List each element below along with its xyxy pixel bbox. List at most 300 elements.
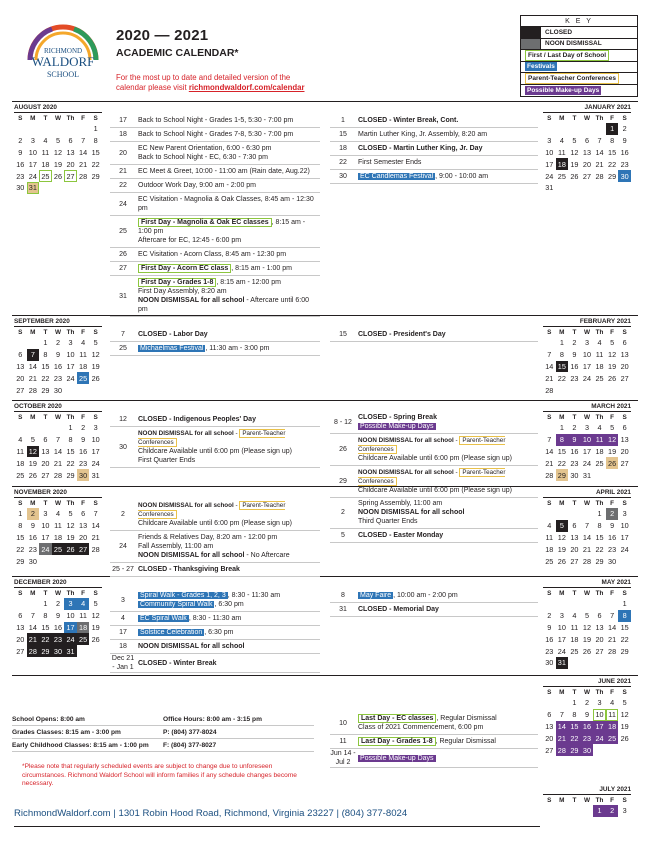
calendar-december — [14, 579, 102, 657]
calendar-march — [543, 403, 631, 481]
calendar-empty — [568, 182, 581, 194]
calendar-day: 12 — [53, 147, 63, 157]
calendar-day: 6 — [622, 423, 627, 433]
calendar-day: 22 — [595, 544, 604, 554]
event-row — [330, 128, 538, 142]
calendar-day: 28 — [27, 645, 40, 657]
calendar-day: 3 — [68, 338, 73, 348]
calendar-day: 18 — [595, 361, 604, 371]
events-august — [110, 114, 320, 317]
calendar-day: 21 — [53, 458, 63, 468]
calendar-day: 21 — [79, 159, 88, 169]
weekday-header: S — [622, 115, 627, 122]
calendar-day: 21 — [28, 373, 37, 383]
calendar-empty — [39, 182, 52, 194]
calendar-empty — [556, 123, 569, 135]
calendar-empty — [39, 422, 52, 434]
event-text: Spring Assembly, 11:00 am — [358, 500, 443, 507]
calendar-day: 17 — [28, 159, 37, 169]
calendar-day: 20 — [595, 634, 604, 644]
calendar-empty — [64, 384, 77, 396]
calendar-day: 17 — [557, 634, 566, 644]
event-ptc: Parent-Teacher Conferences — [138, 430, 286, 446]
calendar-empty — [556, 384, 569, 396]
calendar-day: 10 — [28, 147, 37, 157]
weekday-header: S — [622, 689, 627, 696]
calendar-day: 2 — [584, 698, 589, 708]
calendar-day: 16 — [28, 532, 37, 542]
calendar-day: 6 — [43, 435, 48, 445]
month-title: JUNE 2021 — [543, 678, 631, 687]
school-logo — [22, 20, 104, 90]
calendar-day: 26 — [582, 646, 592, 656]
calendar-day: 16 — [608, 532, 617, 542]
event-festival: Spiral Walk - Grades 1, 2, 3 — [140, 592, 226, 599]
svg-text:RICHMOND: RICHMOND — [43, 47, 83, 55]
calendar-empty — [77, 555, 90, 567]
calendar-day: 4 — [18, 435, 23, 445]
calendar-day: 13 — [620, 350, 629, 360]
calendar-note — [116, 73, 316, 93]
calendar-day: 25 — [52, 543, 65, 555]
calendar-day: 9 — [584, 710, 589, 720]
calendar-day: 9 — [568, 434, 581, 446]
calendar-link[interactable]: richmondwaldorf.com/calendar — [188, 83, 305, 92]
event-date: 17 — [119, 117, 127, 124]
event-row — [110, 626, 320, 640]
weekday-header: T — [572, 500, 577, 507]
weekday-header: T — [43, 115, 48, 122]
calendar-day: 18 — [570, 634, 579, 644]
calendar-empty — [64, 182, 77, 194]
calendar-day: 15 — [16, 532, 25, 542]
note-text: For the most up to date and detailed version of the calendar please visit — [116, 73, 291, 92]
event-festival: Michaelmas Festival — [140, 345, 204, 352]
event-date: 2 — [341, 509, 345, 516]
event-row — [110, 328, 320, 342]
calendar-day: 9 — [572, 350, 577, 360]
calendar-day: 19 — [557, 544, 566, 554]
calendar-day: 24 — [66, 373, 75, 383]
weekday-header: F — [610, 689, 615, 696]
event-closed: CLOSED - Easter Monday — [358, 532, 444, 539]
calendar-day: 20 — [570, 544, 579, 554]
calendar-day: 26 — [608, 373, 617, 383]
month-title: MAY 2021 — [543, 579, 631, 588]
event-row — [110, 193, 320, 216]
calendar-empty — [568, 508, 581, 520]
calendar-day: 4 — [43, 136, 48, 146]
event-first-last-day: Last Day - Grades 1-8 — [358, 737, 436, 746]
event-date: 25 - 27 — [112, 566, 134, 573]
calendar-day: 16 — [545, 634, 554, 644]
calendar-day: 10 — [545, 147, 554, 157]
event-row — [110, 499, 320, 531]
calendar-day: 15 — [595, 532, 604, 542]
key-noon: NOON DISMISSAL — [521, 39, 637, 51]
calendar-day: 28 — [556, 744, 569, 756]
weekday-header: F — [81, 329, 86, 336]
calendar-day: 29 — [39, 645, 52, 657]
legend-key — [520, 15, 638, 97]
event-date: 30 — [119, 443, 127, 451]
weekday-header: Th — [595, 414, 604, 421]
calendar-day: 28 — [595, 171, 604, 181]
calendar-day: 13 — [79, 521, 88, 531]
event-time: , 8:15 am - 12:00 pm — [216, 279, 281, 286]
calendar-day: 20 — [16, 634, 25, 644]
weekday-header: Th — [66, 414, 75, 421]
calendar-day: 19 — [620, 721, 629, 731]
weekday-header: S — [622, 797, 627, 804]
calendar-day: 23 — [570, 373, 579, 383]
calendar-day: 4 — [597, 338, 602, 348]
footer-rule — [14, 826, 540, 827]
info-row: School Opens: 8:00 am Office Hours: 8:00 am - 3:15 pm — [12, 713, 314, 726]
calendar-day: 19 — [608, 361, 617, 371]
weekday-header: S — [93, 115, 98, 122]
calendar-day: 1 — [43, 338, 48, 348]
calendar-day: 5 — [610, 423, 615, 433]
weekday-header: S — [93, 329, 98, 336]
calendar-day: 8 — [556, 434, 569, 446]
calendar-day: 19 — [91, 361, 100, 371]
event-date: Jun 14 - Jul 2 — [330, 750, 356, 766]
calendar-day: 26 — [53, 171, 63, 181]
weekday-header: S — [622, 500, 627, 507]
event-row — [110, 342, 320, 356]
calendar-day: 25 — [557, 171, 566, 181]
calendar-day: 1 — [559, 423, 564, 433]
section-divider — [12, 101, 638, 102]
calendar-day: 25 — [595, 373, 604, 383]
calendar-day: 14 — [582, 532, 592, 542]
event-row — [330, 156, 538, 170]
calendar-day: 10 — [582, 350, 592, 360]
event-row — [330, 142, 538, 156]
weekday-header: Th — [595, 797, 604, 804]
calendar-empty — [593, 744, 606, 756]
calendar-day: 2 — [27, 508, 40, 520]
weekday-header: Th — [595, 329, 604, 336]
calendar-day: 11 — [16, 446, 25, 456]
calendar-day: 11 — [595, 350, 604, 360]
calendar-day: 18 — [41, 159, 50, 169]
calendar-day: 22 — [16, 544, 25, 554]
event-row — [110, 179, 320, 193]
calendar-day: 21 — [545, 458, 554, 468]
weekday-header: Th — [66, 590, 75, 597]
event-text: First Day Assembly, 8:20 am — [138, 288, 227, 295]
calendar-day: 5 — [93, 599, 98, 609]
calendar-day: 29 — [16, 556, 25, 566]
weekday-header: S — [18, 115, 23, 122]
event-text: Class of 2021 Commencement, 6:00 pm — [358, 724, 484, 731]
calendar-november — [14, 489, 102, 567]
event-date: 3 — [121, 596, 125, 604]
calendar-day: 24 — [582, 373, 592, 383]
calendar-day: 16 — [16, 159, 25, 169]
calendar-day: 23 — [79, 458, 88, 468]
calendar-empty — [52, 422, 65, 434]
weekday-header: F — [610, 115, 615, 122]
calendar-october — [14, 403, 102, 481]
weekday-header: T — [572, 414, 577, 421]
event-ptc: Parent-Teacher Conferences — [358, 437, 506, 453]
calendar-day: 26 — [64, 543, 77, 555]
info-row: Grades Classes: 8:15 am - 3:00 pm P: (804) 377-8024 — [12, 726, 314, 739]
calendar-day: 9 — [81, 435, 86, 445]
event-date: 15 — [339, 331, 347, 338]
calendar-day: 6 — [584, 136, 589, 146]
event-date: 5 — [341, 532, 345, 539]
calendar-day: 10 — [557, 622, 566, 632]
calendar-day: 6 — [547, 710, 552, 720]
calendar-day: 30 — [618, 170, 631, 182]
calendar-day: 23 — [581, 732, 594, 744]
footer-contact: RichmondWaldorf.com | 1301 Robin Hood Road, Richmond, Virginia 23227 | (804) 377-8024 — [14, 808, 408, 819]
weekday-header: F — [81, 500, 86, 507]
event-text: EC Meet & Greet, 10:00 - 11:00 am (Rain date, Aug.22) — [138, 168, 310, 175]
calendar-day: 21 — [556, 732, 569, 744]
weekday-header: Th — [66, 329, 75, 336]
calendar-empty — [543, 123, 556, 135]
calendar-day: 15 — [556, 361, 569, 373]
calendar-day: 22 — [39, 633, 52, 645]
weekday-header: W — [583, 414, 590, 421]
calendar-day: 7 — [55, 435, 60, 445]
calendar-day: 28 — [608, 646, 617, 656]
calendar-day: 28 — [91, 544, 100, 554]
events-november — [110, 499, 320, 577]
calendar-day: 22 — [41, 373, 50, 383]
calendar-day: 30 — [53, 385, 63, 395]
event-row — [110, 142, 320, 165]
calendar-day: 13 — [16, 361, 25, 371]
calendar-empty — [89, 645, 102, 657]
calendar-day: 28 — [53, 470, 63, 480]
calendar-day: 12 — [66, 521, 75, 531]
weekday-header: M — [30, 115, 36, 122]
calendar-empty — [593, 182, 606, 194]
event-row — [330, 735, 538, 749]
calendar-empty — [39, 555, 52, 567]
page-subtitle: ACADEMIC CALENDAR* — [116, 47, 239, 59]
event-time: , Regular Dismissal — [436, 715, 497, 722]
calendar-day: 4 — [610, 698, 615, 708]
event-date: 31 — [339, 606, 347, 613]
event-row — [110, 128, 320, 142]
calendar-day: 15 — [91, 147, 100, 157]
calendar-day: 30 — [28, 556, 37, 566]
calendar-day: 25 — [77, 372, 90, 384]
event-closed: CLOSED - Spring Break — [358, 414, 437, 421]
calendar-empty — [89, 384, 102, 396]
calendar-empty — [568, 123, 581, 135]
calendar-day: 13 — [16, 622, 25, 632]
calendar-day: 15 — [568, 721, 581, 733]
calendar-day: 5 — [68, 509, 73, 519]
event-text: Friends & Relatives Day, 8:20 am - 12:00 pm — [138, 534, 278, 541]
svg-text:SCHOOL: SCHOOL — [46, 70, 80, 79]
weekday-header: S — [547, 414, 552, 421]
calendar-day: 9 — [55, 611, 60, 621]
calendar-day: 7 — [81, 136, 86, 146]
calendar-day: 27 — [595, 646, 604, 656]
event-date: Dec 21 - Jan 1 — [111, 655, 135, 671]
calendar-day: 3 — [584, 338, 589, 348]
calendar-day: 2 — [572, 423, 577, 433]
calendar-day: 7 — [93, 509, 98, 519]
calendar-day: 8 — [43, 350, 48, 360]
calendar-empty — [581, 123, 594, 135]
weekday-header: M — [559, 590, 565, 597]
calendar-day: 12 — [27, 446, 40, 458]
calendar-empty — [618, 657, 631, 669]
calendar-day: 26 — [570, 171, 579, 181]
event-date: 31 — [119, 292, 127, 300]
event-closed: CLOSED - Martin Luther King, Jr. Day — [358, 145, 483, 152]
event-date: 17 — [119, 629, 127, 636]
event-date: 22 — [339, 159, 347, 166]
calendar-day: 17 — [91, 446, 100, 456]
event-text: Back to School Night - Grades 1-5, 5:30 - 7:00 pm — [138, 117, 294, 124]
calendar-day: 12 — [620, 710, 629, 720]
calendar-day: 31 — [556, 657, 569, 669]
calendar-day: 20 — [620, 361, 629, 371]
calendar-day: 18 — [595, 446, 604, 456]
calendar-day: 25 — [16, 470, 25, 480]
calendar-empty — [568, 598, 581, 610]
calendar-empty — [14, 123, 27, 135]
event-time: , 6:30 pm — [204, 629, 234, 636]
calendar-day: 4 — [77, 598, 90, 610]
calendar-day: 7 — [597, 136, 602, 146]
event-date: 30 — [339, 173, 347, 180]
calendar-day: 18 — [77, 622, 90, 634]
calendar-day: 3 — [43, 509, 48, 519]
calendar-day: 3 — [64, 598, 77, 610]
event-first-last-day: Last Day - EC classes — [358, 714, 436, 723]
calendar-day: 14 — [595, 147, 604, 157]
calendar-day: 8 — [93, 136, 98, 146]
calendar-day: 13 — [41, 446, 50, 456]
calendar-day: 24 — [582, 458, 592, 468]
event-text: Childcare Available until 6:00 pm (Please sign up) — [138, 520, 292, 527]
weekday-header: M — [30, 329, 36, 336]
calendar-day: 23 — [620, 159, 629, 169]
calendar-day: 18 — [16, 458, 25, 468]
calendar-day: 17 — [41, 532, 50, 542]
calendar-september — [14, 318, 102, 396]
calendar-day: 10 — [91, 435, 100, 445]
calendar-day: 31 — [582, 470, 592, 480]
calendar-day: 27 — [620, 373, 629, 383]
calendar-empty — [593, 469, 606, 481]
events-may — [330, 589, 538, 617]
calendar-day: 20 — [66, 159, 75, 169]
calendar-day: 6 — [18, 350, 23, 360]
event-date: 15 — [339, 131, 347, 138]
calendar-day: 19 — [582, 634, 592, 644]
event-date: 12 — [119, 416, 127, 423]
calendar-empty — [581, 182, 594, 194]
calendar-day: 22 — [608, 159, 617, 169]
calendar-day: 12 — [582, 622, 592, 632]
weekday-header: S — [18, 500, 23, 507]
calendar-empty — [556, 805, 569, 817]
weekday-header: W — [54, 115, 61, 122]
event-date: 25 — [119, 228, 127, 235]
calendar-day: 27 — [64, 170, 77, 182]
calendar-day: 21 — [91, 532, 100, 542]
calendar-day: 2 — [606, 805, 619, 817]
event-text: Martin Luther King, Jr. Assembly, 8:20 am — [358, 131, 488, 138]
calendar-day: 8 — [610, 136, 615, 146]
calendar-day: 29 — [620, 646, 629, 656]
weekday-header: S — [18, 590, 23, 597]
event-time: , 8:15 am - 1:00 pm — [231, 265, 292, 272]
calendar-day: 2 — [606, 508, 619, 520]
event-first-last-day: First Day - Magnolia & Oak EC classes — [138, 218, 272, 227]
calendar-day: 26 — [91, 373, 100, 383]
event-row — [330, 114, 538, 128]
event-date: 18 — [339, 145, 347, 152]
weekday-header: M — [559, 500, 565, 507]
calendar-day: 4 — [55, 509, 60, 519]
calendar-day: 10 — [41, 521, 50, 531]
event-text: Aftercare for EC, 12:45 - 6:00 pm — [138, 237, 242, 244]
event-row — [330, 589, 538, 603]
calendar-empty — [77, 384, 90, 396]
calendar-day: 13 — [570, 532, 579, 542]
event-row — [110, 165, 320, 179]
calendar-day: 17 — [66, 361, 75, 371]
event-closed: CLOSED - Memorial Day — [358, 606, 439, 613]
calendar-empty — [618, 182, 631, 194]
calendar-day: 13 — [595, 622, 604, 632]
event-sep: - — [453, 437, 460, 444]
calendar-day: 8 — [597, 521, 602, 531]
calendar-day: 2 — [547, 611, 552, 621]
calendar-april — [543, 489, 631, 567]
calendar-day: 18 — [53, 532, 63, 542]
calendar-day: 29 — [568, 744, 581, 756]
calendar-day: 17 — [582, 446, 592, 456]
calendar-day: 19 — [91, 622, 100, 632]
event-text: First Semester Ends — [358, 159, 422, 166]
calendar-day: 10 — [620, 521, 629, 531]
calendar-empty — [543, 337, 556, 349]
event-closed: NOON DISMISSAL for all school — [138, 643, 245, 650]
weekday-header: T — [572, 689, 577, 696]
calendar-august — [14, 104, 102, 194]
calendar-day: 25 — [570, 646, 579, 656]
calendar-day: 17 — [545, 159, 554, 169]
calendar-day: 1 — [622, 599, 627, 609]
weekday-header: S — [547, 329, 552, 336]
calendar-day: 21 — [582, 544, 592, 554]
calendar-day: 11 — [593, 434, 606, 446]
weekday-header: W — [54, 500, 61, 507]
calendar-day: 16 — [79, 446, 88, 456]
calendar-day: 14 — [28, 361, 37, 371]
event-date: 25 — [119, 345, 127, 352]
weekday-header: S — [547, 500, 552, 507]
calendar-day: 6 — [622, 338, 627, 348]
calendar-empty — [27, 598, 40, 610]
weekday-header: T — [572, 329, 577, 336]
